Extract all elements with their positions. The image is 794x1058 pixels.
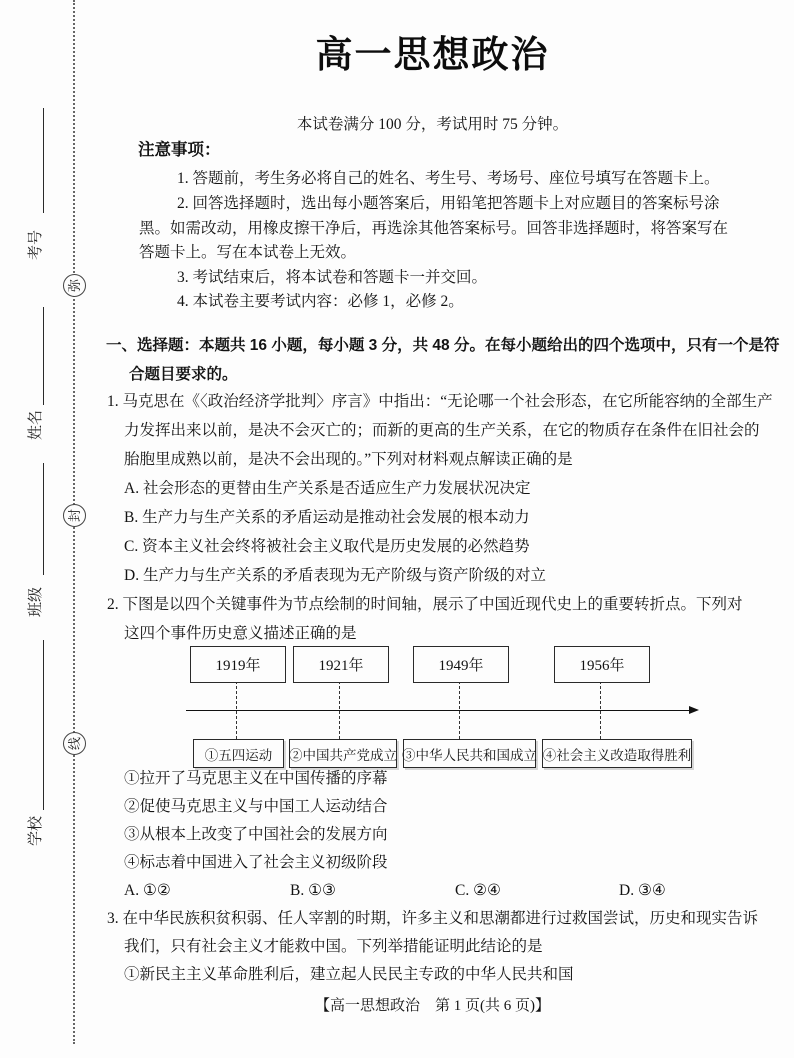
- class-write-line: [43, 463, 44, 575]
- timeline-year-box-1919: 1919年: [190, 646, 286, 683]
- q1-option-b: B. 生产力与生产关系的矛盾运动是推动社会发展的根本动力: [124, 509, 530, 526]
- timeline-dash-1949: [459, 681, 460, 739]
- timeline-event-box-2: ②中国共产党成立: [289, 739, 397, 768]
- q1-line-3: 胎胞里成熟以前，是决不会出现的。”下列对材料观点解读正确的是: [124, 451, 573, 468]
- timeline-year-box-1921: 1921年: [293, 646, 389, 683]
- q2-choice-a: A. ①②: [124, 882, 171, 899]
- timeline-dash-1919: [236, 681, 237, 739]
- seal-char-xian: 线: [63, 732, 86, 755]
- q1-line-2: 力发挥出来以前，是决不会灭亡的；而新的更高的生产关系，在它的物质存在条件在旧社会的: [124, 422, 760, 439]
- section-header-line-1: 一、选择题：本题共 16 小题，每小题 3 分，共 48 分。在每小题给出的四个选项中，只有一个是符: [106, 337, 780, 354]
- timeline-axis: [186, 710, 690, 711]
- timeline-dash-1921: [339, 681, 340, 739]
- q2-statement-1: ①拉开了马克思主义在中国传播的序幕: [124, 770, 388, 787]
- q2-statement-4: ④标志着中国进入了社会主义初级阶段: [124, 854, 388, 871]
- q2-line-1: 2. 下图是以四个关键事件为节点绘制的时间轴，展示了中国近现代史上的重要转折点。下列对: [107, 596, 743, 613]
- q2-choice-d: D. ③④: [619, 882, 666, 899]
- timeline-event-box-3: ③中华人民共和国成立: [403, 739, 536, 768]
- timeline-event-box-1: ①五四运动: [193, 739, 284, 768]
- q1-option-c: C. 资本主义社会终将被社会主义取代是历史发展的必然趋势: [124, 538, 530, 555]
- notice-line-2a: 2. 回答选择题时，选出每小题答案后，用铅笔把答题卡上对应题目的答案标号涂: [177, 195, 720, 212]
- q1-option-a: A. 社会形态的更替由生产关系是否适应生产力发展状况决定: [124, 480, 531, 497]
- q3-line-3: ①新民主主义革命胜利后，建立起人民民主专政的中华人民共和国: [124, 966, 574, 983]
- q2-choice-c: C. ②④: [455, 882, 501, 899]
- timeline-event-box-4: ④社会主义改造取得胜利: [542, 739, 692, 768]
- seal-char-feng: 封: [63, 504, 86, 527]
- name-label: 姓名: [28, 410, 44, 441]
- class-label: 班级: [28, 587, 44, 618]
- notice-line-2b: 黑。如需改动，用橡皮擦干净后，再选涂其他答案标号。回答非选择题时，将答案写在: [139, 220, 729, 237]
- q1-line-1: 1. 马克思在《〈政治经济学批判〉序言》中指出：“无论哪一个社会形态，在它所能容纳的全部生产: [107, 393, 773, 410]
- notice-line-3: 3. 考试结束后，将本试卷和答题卡一并交回。: [177, 269, 488, 286]
- q3-line-1: 3. 在中华民族积贫积弱、任人宰割的时期，许多主义和思潮都进行过救国尝试，历史和现实告诉: [107, 910, 759, 927]
- section-header-line-2: 合题目要求的。: [129, 366, 238, 383]
- seal-char-mi: 弥: [63, 274, 86, 297]
- notice-line-2c: 答题卡上。写在本试卷上无效。: [139, 244, 357, 261]
- timeline-year-box-1956: 1956年: [554, 646, 650, 683]
- exam-number-label: 考号: [28, 230, 44, 261]
- notice-line-4: 4. 本试卷主要考试内容：必修 1，必修 2。: [177, 293, 464, 310]
- q2-choice-b: B. ①③: [290, 882, 336, 899]
- timeline-year-box-1949: 1949年: [413, 646, 509, 683]
- exam-number-write-line: [43, 108, 44, 213]
- page-title: 高一思想政治: [315, 34, 550, 75]
- q3-line-2: 我们，只有社会主义才能救中国。下列举措能证明此结论的是: [124, 938, 543, 955]
- timeline-arrowhead-icon: [689, 706, 699, 714]
- notice-heading: 注意事项：: [138, 141, 221, 159]
- q2-line-2: 这四个事件历史意义描述正确的是: [124, 625, 357, 642]
- name-write-line: [43, 307, 44, 405]
- q2-statement-2: ②促使马克思主义与中国工人运动结合: [124, 798, 388, 815]
- q2-statement-3: ③从根本上改变了中国社会的发展方向: [124, 826, 388, 843]
- timeline-dash-1956: [600, 681, 601, 739]
- school-label: 学校: [28, 816, 44, 847]
- page-footer: 【高一思想政治 第 1 页(共 6 页)】: [315, 998, 550, 1014]
- q1-option-d: D. 生产力与生产关系的矛盾表现为无产阶级与资产阶级的对立: [124, 567, 546, 584]
- notice-line-1: 1. 答题前，考生务必将自己的姓名、考生号、考场号、座位号填写在答题卡上。: [177, 170, 720, 187]
- timeline-diagram: [0, 645, 794, 770]
- exam-subtitle: 本试卷满分 100 分，考试用时 75 分钟。: [296, 116, 569, 133]
